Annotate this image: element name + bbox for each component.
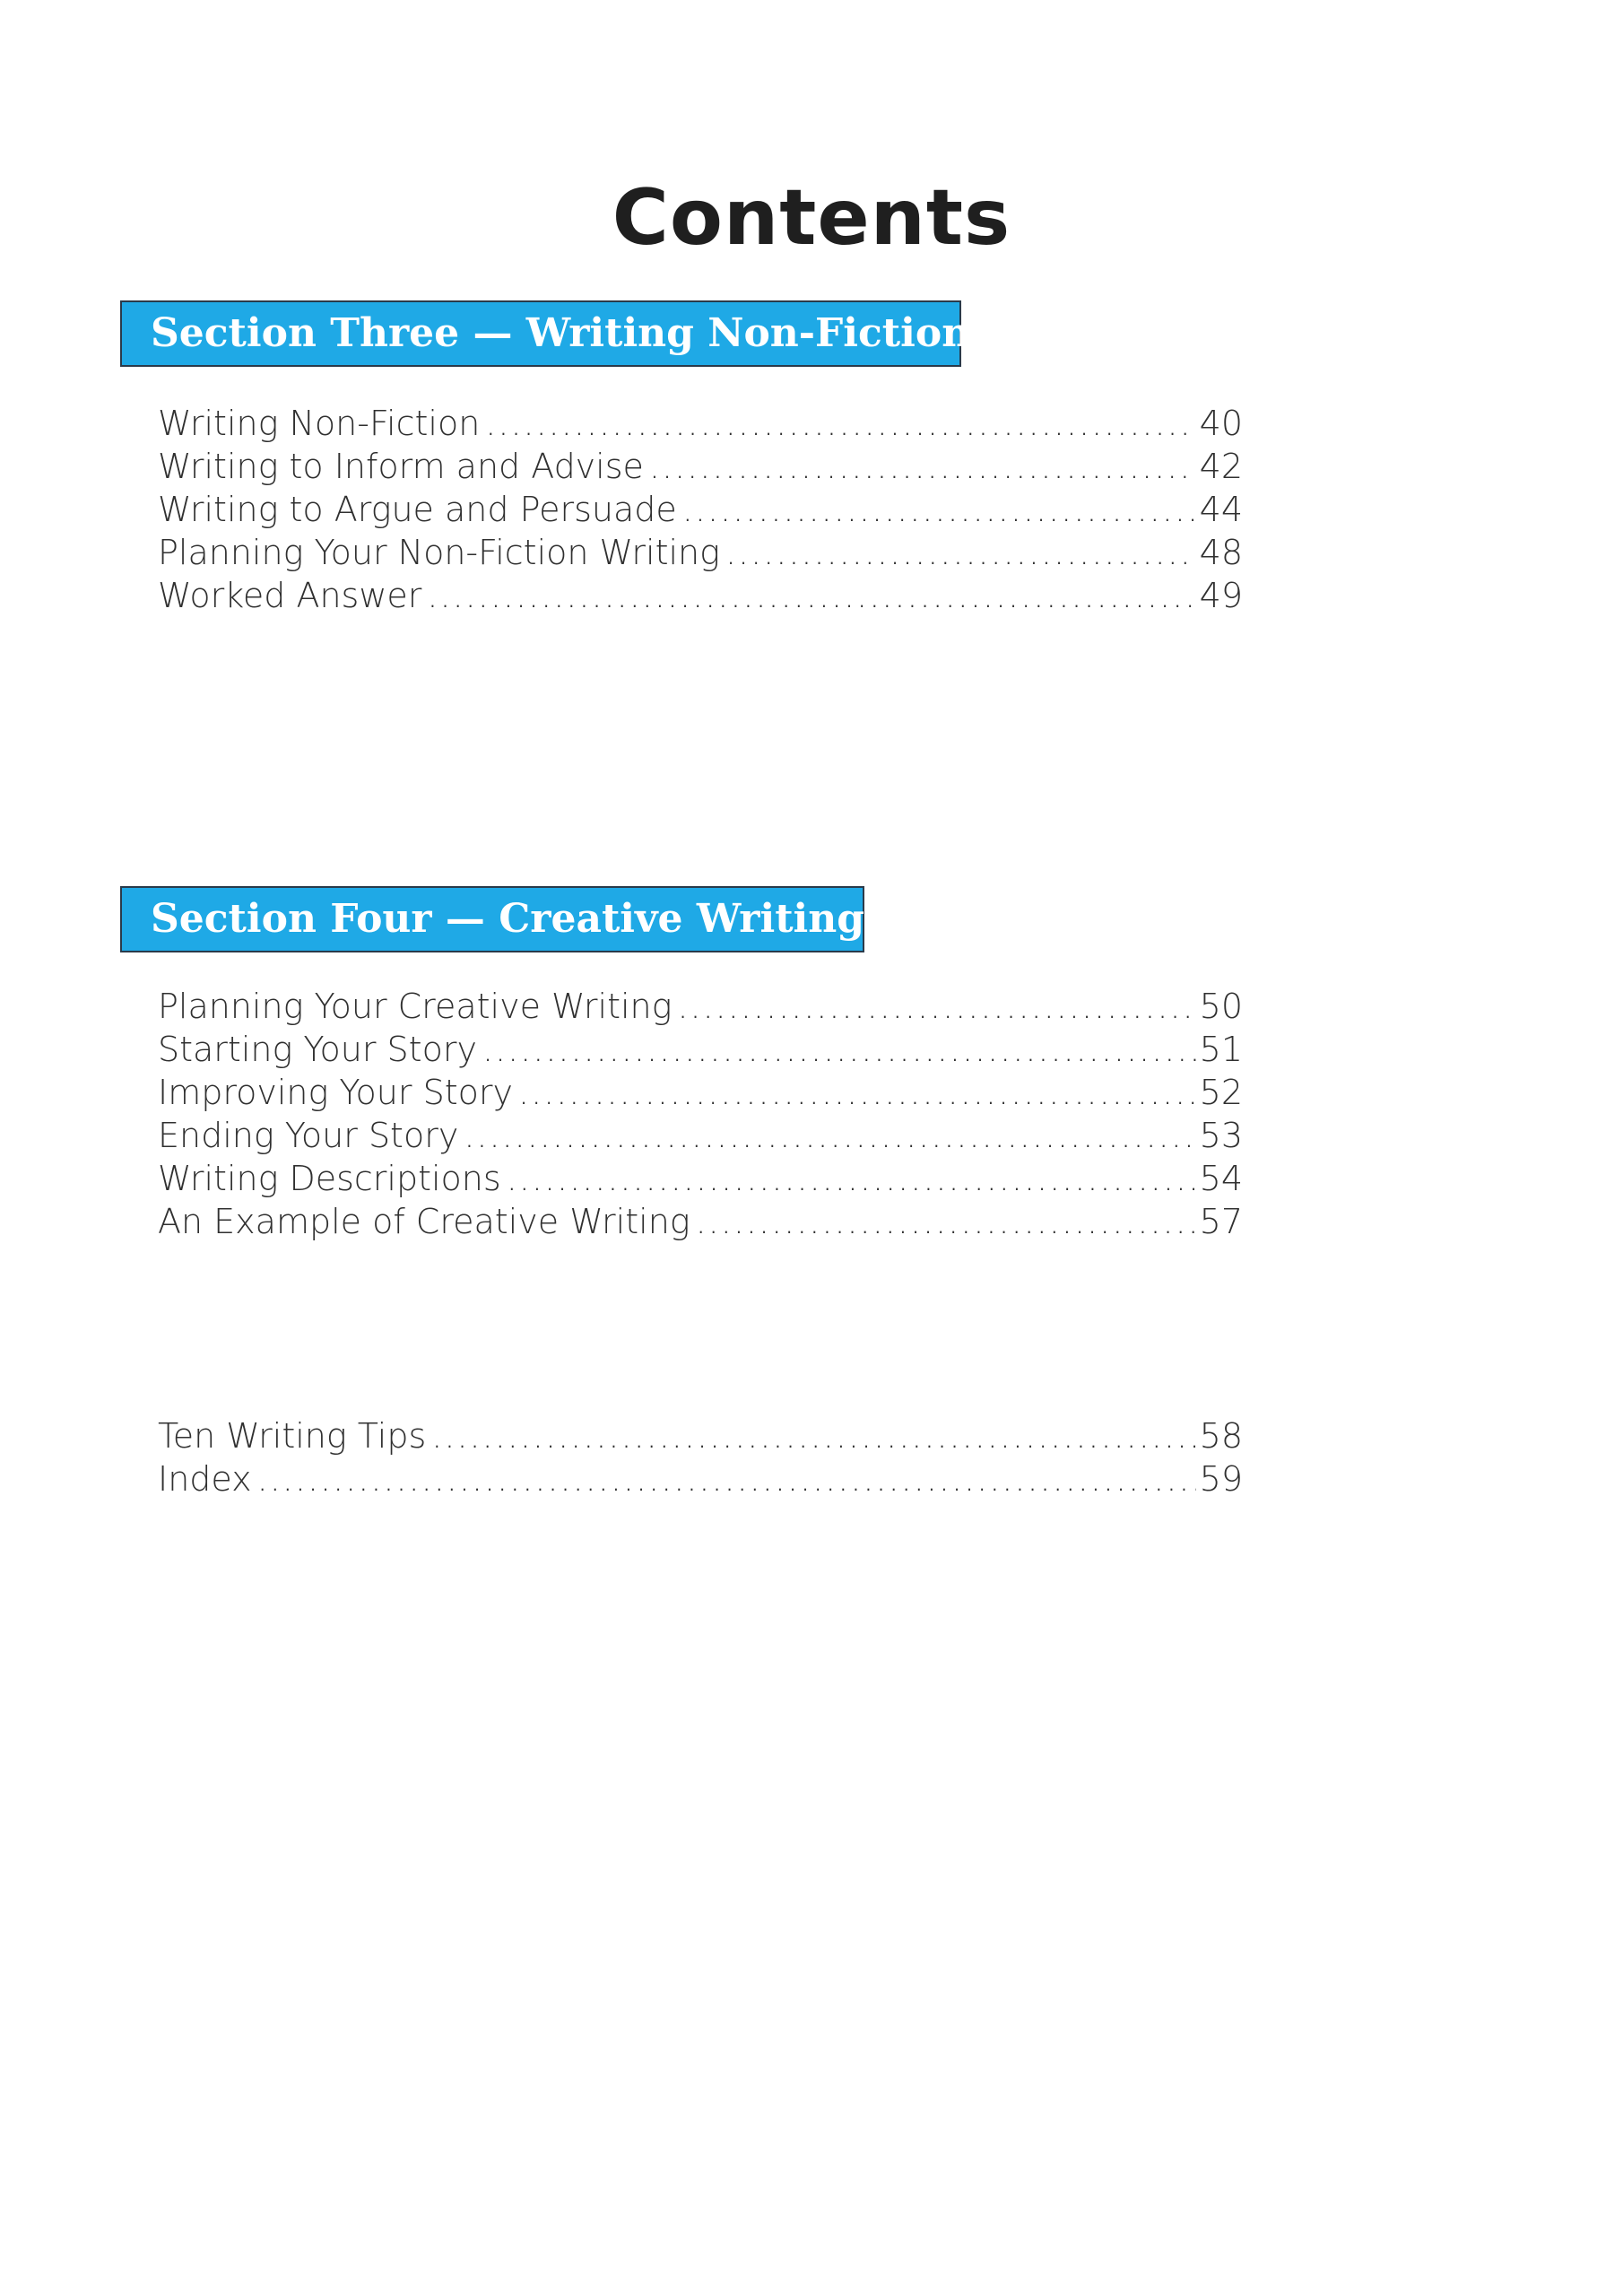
toc-entry-page: 44: [1199, 490, 1243, 529]
toc-entry-label: Starting Your Story: [158, 1030, 477, 1069]
toc-entry[interactable]: [158, 1114, 1243, 1157]
toc-entry-label: Worked Answer: [158, 576, 422, 615]
dot-leader: [485, 402, 1195, 445]
toc-entry-page: 57: [1199, 1202, 1243, 1241]
toc-entry[interactable]: [158, 1414, 1243, 1457]
toc-entry[interactable]: [158, 1200, 1243, 1243]
toc-entry-label: Writing to Argue and Persuade: [158, 490, 677, 529]
toc-entry[interactable]: [158, 1157, 1243, 1200]
dot-leader: [427, 574, 1195, 617]
dot-leader: [518, 1071, 1196, 1114]
dot-leader: [677, 985, 1195, 1028]
toc-entry-page: 51: [1199, 1030, 1243, 1069]
section-four-entries: [158, 985, 1243, 1243]
toc-entry-label: Writing to Inform and Advise: [158, 447, 644, 486]
toc-entry[interactable]: [158, 985, 1243, 1028]
dot-leader: [696, 1200, 1196, 1243]
toc-entry-page: 40: [1199, 404, 1243, 443]
toc-entry-label: Writing Non-Fiction: [158, 404, 481, 443]
toc-entry-label: Index: [158, 1459, 252, 1499]
dot-leader: [682, 488, 1196, 531]
toc-entry[interactable]: [158, 1071, 1243, 1114]
toc-entry-label: Ten Writing Tips: [158, 1416, 427, 1456]
dot-leader: [431, 1414, 1195, 1457]
dot-leader: [257, 1457, 1196, 1500]
toc-entry-page: 58: [1199, 1416, 1243, 1456]
toc-entry-label: Planning Your Creative Writing: [158, 987, 673, 1026]
toc-entry[interactable]: [158, 531, 1243, 574]
toc-entry-label: Writing Descriptions: [158, 1159, 501, 1198]
toc-entry[interactable]: [158, 445, 1243, 488]
dot-leader: [507, 1157, 1196, 1200]
toc-entry[interactable]: [158, 1457, 1243, 1500]
toc-entry-page: 53: [1199, 1116, 1243, 1155]
dot-leader: [725, 531, 1196, 574]
toc-entry-page: 59: [1199, 1459, 1243, 1499]
toc-entry-page: 54: [1199, 1159, 1243, 1198]
toc-entry-page: 42: [1199, 447, 1243, 486]
toc-entry-page: 52: [1199, 1073, 1243, 1112]
toc-entry-page: 48: [1199, 533, 1243, 572]
section-three-header: Section Three — Writing Non-Fiction: [120, 300, 961, 367]
dot-leader: [464, 1114, 1195, 1157]
toc-entry-page: 50: [1199, 987, 1243, 1026]
toc-entry[interactable]: [158, 488, 1243, 531]
toc-entry-label: An Example of Creative Writing: [158, 1202, 690, 1241]
toc-entry[interactable]: [158, 1028, 1243, 1071]
toc-entry[interactable]: [158, 402, 1243, 445]
toc-entry-label: Planning Your Non-Fiction Writing: [158, 533, 720, 572]
section-three-entries: [158, 402, 1243, 617]
toc-entry[interactable]: [158, 574, 1243, 617]
dot-leader: [482, 1028, 1196, 1071]
page-title: Contents: [612, 172, 1011, 263]
section-four-header: Section Four — Creative Writing: [120, 886, 864, 952]
extra-entries: [158, 1414, 1243, 1500]
toc-entry-label: Ending Your Story: [158, 1116, 459, 1155]
dot-leader: [649, 445, 1196, 488]
toc-entry-label: Improving Your Story: [158, 1073, 513, 1112]
toc-entry-page: 49: [1199, 576, 1243, 615]
